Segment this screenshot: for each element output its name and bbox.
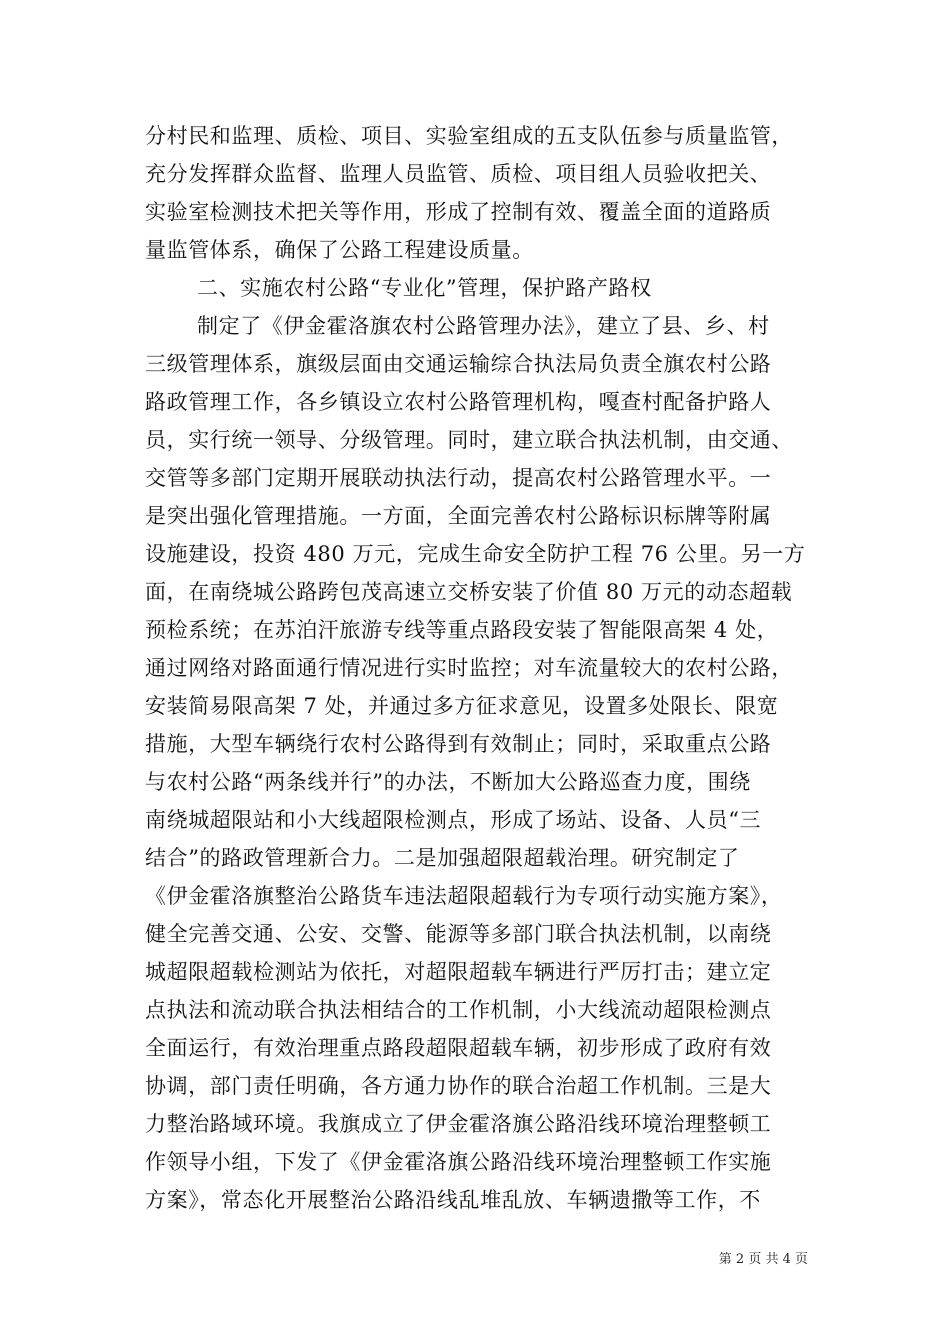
text-line: 交管等多部门定期开展联动执法行动，提高农村公路管理水平。一	[145, 466, 772, 490]
text-line: 充分发挥群众监督、监理人员监管、质检、项目组人员验收把关、	[145, 162, 772, 186]
text-line: 路政管理工作，各乡镇设立农村公路管理机构，嘎查村配备护路人	[145, 390, 772, 414]
text-line: 通过网络对路面通行情况进行实时监控；对车流量较大的农村公路，	[145, 656, 793, 680]
text-line: 力整治路域环境。我旗成立了伊金霍洛旗公路沿线环境治理整顿工	[145, 1112, 772, 1136]
text-line: 南绕城超限站和小大线超限检测点，形成了场站、设备、人员“三	[145, 808, 762, 832]
text-line: 与农村公路“两条线并行”的办法，不断加大公路巡查力度，围绕	[145, 770, 751, 794]
text-line: 《伊金霍洛旗整治公路货车违法超限超载行为专项行动实施方案》，	[145, 884, 783, 908]
text-line: 安装简易限高架 7 处，并通过多方征求意见，设置多处限长、限宽	[145, 694, 779, 718]
text-line: 结合”的路政管理新合力。二是加强超限超载治理。研究制定了	[145, 846, 740, 870]
text-line: 是突出强化管理措施。一方面，全面完善农村公路标识标牌等附属	[145, 504, 772, 528]
text-line: 预检系统；在苏泊汗旅游专线等重点路段安装了智能限高架 4 处，	[145, 618, 779, 642]
text-line: 制定了《伊金霍洛旗农村公路管理办法》，建立了县、乡、村	[197, 314, 770, 338]
section-heading: 二、实施农村公路“专业化”管理，保护路产路权	[197, 276, 652, 300]
text-line: 点执法和流动联合执法相结合的工作机制，小大线流动超限检测点	[145, 998, 772, 1022]
text-line: 全面运行，有效治理重点路段超限超载车辆，初步形成了政府有效	[145, 1036, 772, 1060]
text-line: 员，实行统一领导、分级管理。同时，建立联合执法机制，由交通、	[145, 428, 793, 452]
text-line: 三级管理体系，旗级层面由交通运输综合执法局负责全旗农村公路	[145, 352, 772, 376]
text-line: 协调，部门责任明确，各方通力协作的联合治超工作机制。三是大	[145, 1074, 772, 1098]
text-line: 分村民和监理、质检、项目、实验室组成的五支队伍参与质量监管，	[145, 124, 793, 148]
text-line: 城超限超载检测站为依托，对超限超载车辆进行严厉打击；建立定	[145, 960, 772, 984]
text-line: 量监管体系，确保了公路工程建设质量。	[145, 238, 534, 262]
text-line: 作领导小组，下发了《伊金霍洛旗公路沿线环境治理整顿工作实施	[145, 1150, 772, 1174]
page-number: 第 2 页 共 4 页	[718, 1252, 808, 1267]
text-line: 面，在南绕城公路跨包茂高速立交桥安装了价值 80 万元的动态超载	[145, 580, 793, 604]
text-line: 健全完善交通、公安、交警、能源等多部门联合执法机制，以南绕	[145, 922, 772, 946]
text-line: 措施，大型车辆绕行农村公路得到有效制止；同时，采取重点公路	[145, 732, 772, 756]
text-line: 方案》，常态化开展整治公路沿线乱堆乱放、车辆遗撒等工作，不	[145, 1188, 761, 1212]
text-line: 实验室检测技术把关等作用，形成了控制有效、覆盖全面的道路质	[145, 200, 772, 224]
body-text	[145, 117, 825, 1219]
text-line: 设施建设，投资 480 万元，完成生命安全防护工程 76 公里。另一方	[145, 542, 806, 566]
